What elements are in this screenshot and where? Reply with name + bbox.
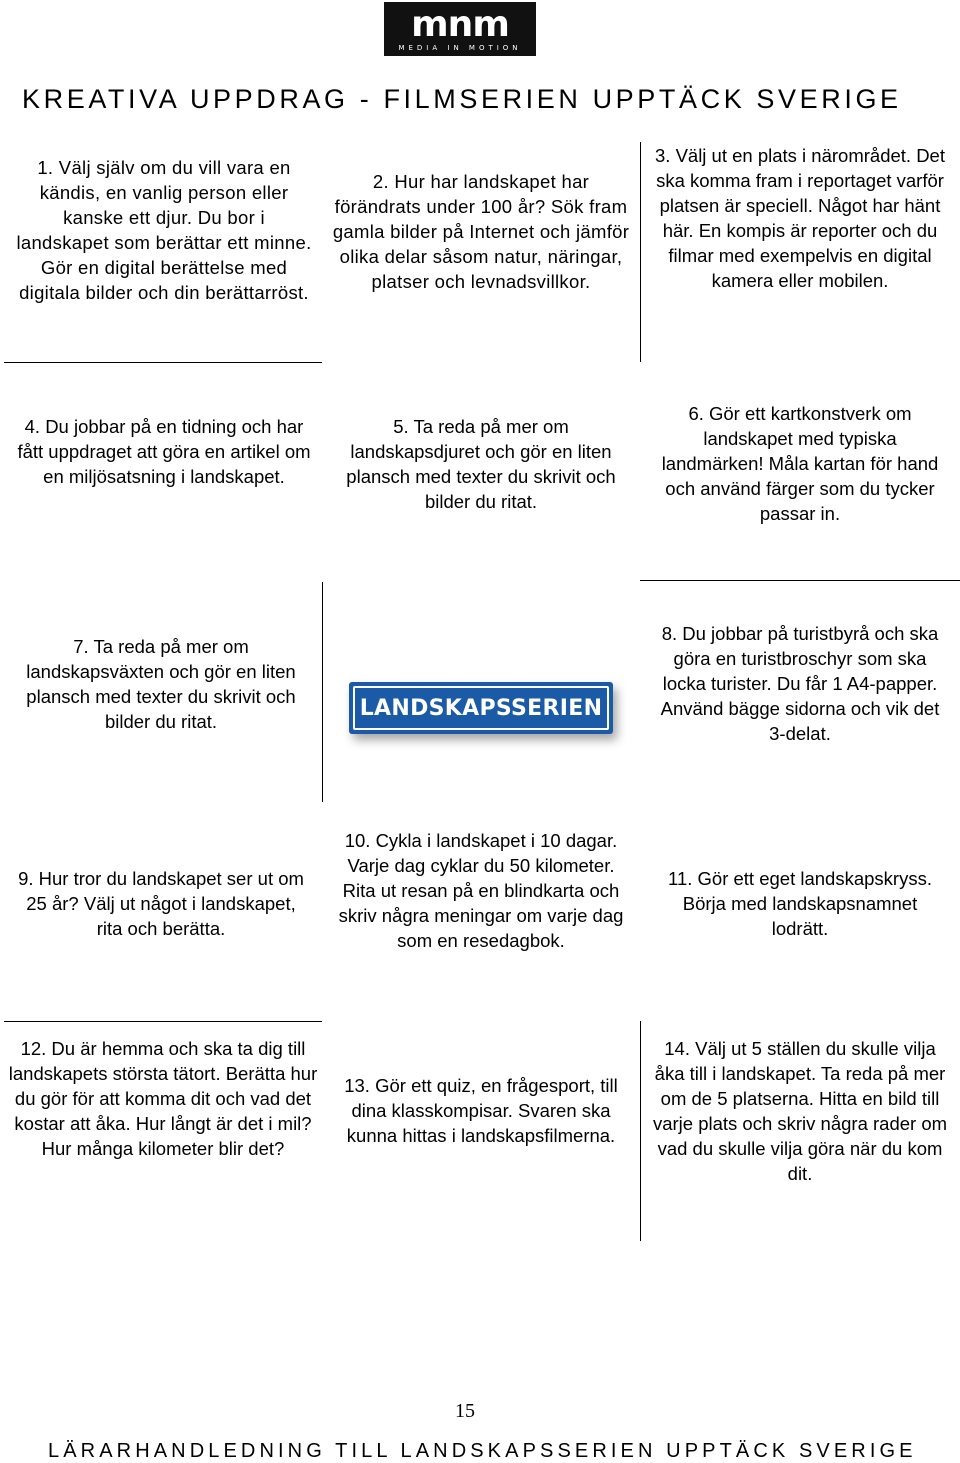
- task-13: 13. Gör ett quiz, en frågesport, till dina klasskompisar. Svaren ska kunna hittas i landskapsfilmerna.: [344, 1075, 618, 1146]
- task-7: 7. Ta reda på mer om landskapsväxten och gör en liten plansch med texter du skrivit och bilder du ritat.: [26, 636, 296, 732]
- divider: [640, 142, 641, 362]
- task-1: 1. Välj själv om du vill vara en kändis, en vanlig person eller kanske ett djur. Du bor i landskapet som berättar ett minne. Gör en digital berättelse med digitala bilder och din berättarröst.: [16, 157, 312, 303]
- task-12: 12. Du är hemma och ska ta dig till landskapets största tätort. Berätta hur du gör för att komma dit och vad det kostar att åka. Hur långt är det i mil? Hur många kilometer blir det?: [8, 1038, 318, 1159]
- logo: [384, 2, 536, 56]
- page-number: 15: [455, 1400, 475, 1422]
- logo-subtext: MEDIA IN MOTION: [398, 43, 522, 52]
- divider: [640, 1021, 641, 1241]
- task-9: 9. Hur tror du landskapet ser ut om 25 år? Välj ut något i landskapet, rita och berätta.: [18, 868, 304, 939]
- task-2: 2. Hur har landskapet har förändrats under 100 år? Sök fram gamla bilder på Internet och jämför olika delar såsom natur, näringar, platser och levnadsvillkor.: [332, 171, 630, 292]
- divider: [4, 1021, 322, 1022]
- task-3: 3. Välj ut en plats i närområdet. Det ska komma fram i reportaget varför platsen är speciell. Något har hänt här. En kompis är reporter och du filmar med exempelvis en digital kamera eller mobilen.: [655, 145, 945, 291]
- task-8: 8. Du jobbar på turistbyrå och ska göra en turistbroschyr som ska locka turister. Du får 1 A4-papper. Använd bägge sidorna och vik det 3-delat.: [660, 623, 940, 744]
- task-6: 6. Gör ett kartkonstverk om landskapet med typiska landmärken! Måla kartan för hand och använd färger som du tycker passar in.: [661, 403, 939, 524]
- divider: [4, 362, 322, 363]
- footer-text: LÄRARHANDLEDNING TILL LANDSKAPSSERIEN UPPTÄCK SVERIGE: [48, 1440, 917, 1462]
- task-5: 5. Ta reda på mer om landskapsdjuret och gör en liten plansch med texter du skrivit och bilder du ritat.: [346, 416, 616, 512]
- logo-mark: mnm: [411, 3, 509, 45]
- divider: [640, 580, 960, 581]
- task-4: 4. Du jobbar på en tidning och har fått uppdraget att göra en artikel om en miljösatsning i landskapet.: [17, 416, 311, 487]
- divider: [322, 582, 323, 802]
- task-10: 10. Cykla i landskapet i 10 dagar. Varje dag cyklar du 50 kilometer. Rita ut resan på en blindkarta och skriv några meningar om varje dag som en resedagbok.: [338, 830, 624, 951]
- sign-text: LANDSKAPSSERIEN: [359, 695, 603, 721]
- page-title: KREATIVA UPPDRAG - FILMSERIEN UPPTÄCK SVERIGE: [22, 84, 902, 114]
- task-11: 11. Gör ett eget landskapskryss. Börja med landskapsnamnet lodrätt.: [668, 868, 932, 939]
- task-14: 14. Välj ut 5 ställen du skulle vilja åka till i landskapet. Ta reda på mer om de 5 platserna. Hitta en bild till varje plats och skriv några rader om vad du skulle vilja göra när du kom dit.: [652, 1038, 948, 1184]
- landskapsserien-sign: [349, 682, 613, 734]
